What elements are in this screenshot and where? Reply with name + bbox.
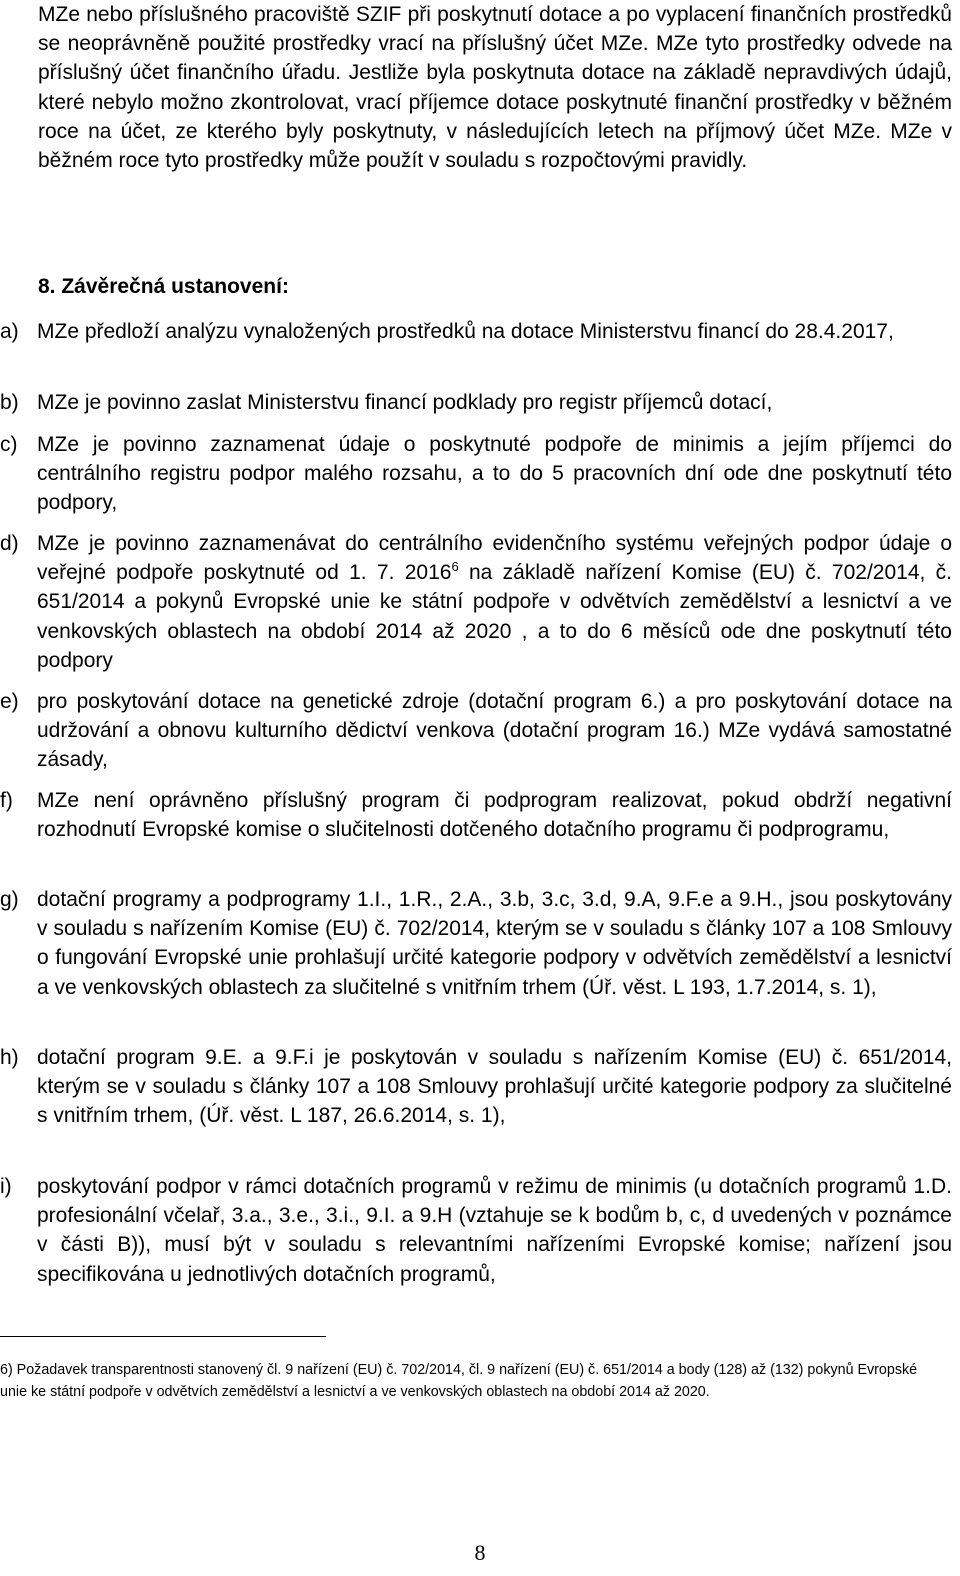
list-item-d <box>0 529 952 675</box>
page-number: 8 <box>474 1540 486 1565</box>
list-item-e <box>0 687 952 775</box>
list-marker-b: b) <box>0 391 19 414</box>
list-marker-e: e) <box>0 690 19 713</box>
list-item-g-row <box>0 885 952 1002</box>
list-text-c: MZe je povinno zaznamenat údaje o poskytnuté podpoře de minimis a jejím příjemci do centrálního registru podpor malého rozsahu, a to do 5 pracovních dní ode dne poskytnutí této podpory, <box>37 433 952 515</box>
list-item-g <box>0 885 952 1002</box>
footnote-reference: 6 <box>451 559 459 575</box>
list-marker-d: d) <box>0 532 19 555</box>
list-item-b <box>0 388 952 417</box>
list-item-f <box>0 786 952 844</box>
intro-paragraph <box>38 0 952 175</box>
section-heading: 8. Závěrečná ustanovení: <box>38 275 289 298</box>
footnote <box>0 1360 930 1403</box>
list-item-e-row <box>0 687 952 775</box>
list-text-h: dotační program 9.E. a 9.F.i je poskytován v souladu s nařízením Komise (EU) č. 651/2014, kterým se v souladu s články 107 a 108 Smlouvy prohlašují určité kategorie podpory za slučitelné s vnitřním trhem, (Úř. věst. L 187, 26.6.2014, s. 1), <box>37 1046 952 1128</box>
list-text-e: pro poskytování dotace na genetické zdroje (dotační program 6.) a pro poskytování dotace na udržování a obnovu kulturního dědictví venkova (dotační program 16.) MZe vydává samostatné zásady, <box>37 690 952 772</box>
list-text-i: poskytování podpor v rámci dotačních programů v režimu de minimis (u dotačních programů 1.D. profesionální včelař, 3.a., 3.e., 3.i., 9.I. a 9.H (vztahuje se k bodům b, c, d uvedených v poznámce v části B)), musí být v souladu s relevantními nařízeními Evropské komise; nařízení jsou specifikována u jednotlivých dotačních programů, <box>37 1175 952 1286</box>
list-item-i <box>0 1172 952 1289</box>
list-marker-g: g) <box>0 888 19 911</box>
list-item-b-row <box>0 388 952 417</box>
list-item-i-row <box>0 1172 952 1289</box>
list-text-d-after: na základě nařízení Komise (EU) č. 702/2014, č. 651/2014 a pokynů Evropské unie ke státní podpoře v odvětvích zemědělství a lesnictví a ve venkovských oblastech na období 2014 až 2020 , a to do 6 měsíců ode dne poskytnutí této podpory <box>37 561 952 672</box>
footnote-divider <box>0 1336 326 1337</box>
intro-text: MZe nebo příslušného pracoviště SZIF při poskytnutí dotace a po vyplacení finančních prostředků se neoprávněně použité prostředky vrací na příslušný účet MZe. MZe tyto prostředky odvede na příslušný účet finančního úřadu. Jestliže byla poskytnuta dotace na základě nepravdivých údajů, které nebylo možno zkontrolovat, vrací příjemce dotace poskytnuté finanční prostředky v běžném roce na účet, ze kterého byly poskytnuty, v následujících letech na příjmový účet MZe. MZe v běžném roce tyto prostředky může použít v souladu s rozpočtovými pravidly. <box>38 3 952 173</box>
list-item-h <box>0 1043 952 1131</box>
list-marker-c: c) <box>0 433 18 456</box>
list-text-a: MZe předloží analýzu vynaložených prostředků na dotace Ministerstvu financí do 28.4.2017, <box>37 320 894 343</box>
list-marker-f: f) <box>0 789 13 812</box>
list-item-c <box>0 430 952 518</box>
list-item-h-row <box>0 1043 952 1131</box>
list-item-f-row <box>0 786 952 844</box>
list-item-a-row <box>0 317 952 346</box>
list-marker-h: h) <box>0 1046 19 1069</box>
list-item-d-row <box>0 529 952 675</box>
list-text-b: MZe je povinno zaslat Ministerstvu financí podklady pro registr příjemců dotací, <box>37 391 773 414</box>
list-marker-i: i) <box>0 1175 12 1198</box>
list-item-c-row <box>0 430 952 518</box>
list-marker-a: a) <box>0 320 19 343</box>
list-text-f: MZe není oprávněno příslušný program či podprogram realizovat, pokud obdrží negativní rozhodnutí Evropské komise o slučitelnosti dotčeného dotačního programu či podprogramu, <box>37 789 952 842</box>
footnote-text: 6) Požadavek transparentnosti stanovený čl. 9 nařízení (EU) č. 702/2014, čl. 9 nařízení (EU) č. 651/2014 a body (128) až (132) pokynů Evropské unie ke státní podpoře v odvětvích zemědělství a lesnictví a ve venkovských oblastech na období 2014 až 2020. <box>0 1362 918 1400</box>
list-text-d-before: MZe je povinno zaznamenávat do centrálního evidenčního systému veřejných podpor údaje o veřejné podpoře poskytnuté od 1. 7. 2016 <box>37 532 952 585</box>
list-item-a <box>0 317 952 346</box>
list-text-g: dotační programy a podprogramy 1.I., 1.R., 2.A., 3.b, 3.c, 3.d, 9.A, 9.F.e a 9.H., jsou poskytovány v souladu s nařízením Komise (EU) č. 702/2014, kterým se v souladu s články 107 a 108 Smlouvy o fungování Evropské unie prohlašují určité kategorie podpory v odvětvích zemědělství a lesnictví a ve venkovských oblastech za slučitelné s vnitřním trhem (Úř. věst. L 193, 1.7.2014, s. 1), <box>37 888 952 999</box>
